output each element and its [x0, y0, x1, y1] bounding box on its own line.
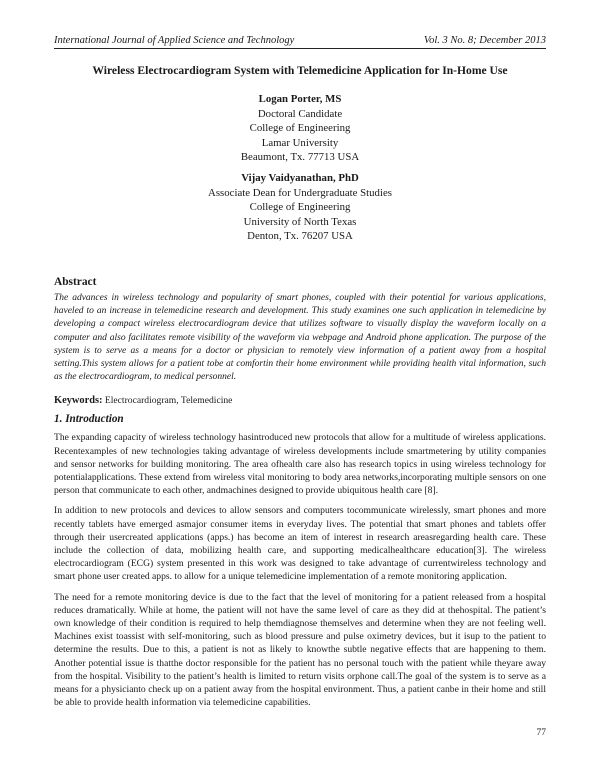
author-name: Logan Porter, MS — [258, 93, 342, 105]
author-affiliation: Doctoral Candidate — [257, 107, 343, 120]
author-name: Vijay Vaidyanathan, PhD — [241, 171, 359, 184]
author-affiliation: Beaumont, Tx. 77713 USA — [240, 151, 360, 164]
author-block-1 — [54, 92, 546, 165]
keywords-value: Electrocardiogram, Telemedicine — [104, 395, 233, 407]
body-paragraph: The need for a remote monitoring device is due to the fact that the level of monitoring for a patient released from a hospital reduces dramatically. While at home, the patient will not have the same level of care as they did at thehospital. The patient’s own knowledge of their condition is required to help themdiagnose themselves and determine when they are not feeling well. Machines exist toassist with self-monitoring, such as blood pressure and pulse oximetry devices, but it isup to the patient to determine the results. Due to this, a patient is not as likely to knowthe subtle negative effects that are happening to them. Another potential issue is thatthe doctor responsible for the patient has no personal touch with the patient while theyare away from the hospital. Visibility to the patient’s health is limited to return visits orphone call.The goal of the system is to serve as a means for a physicianto check up on a patient away from the hospital environment. Thus, a patient canbe in their home and still be able to provide health information via telemedicine capabilities. — [54, 591, 546, 709]
author-affiliation: Lamar University — [261, 136, 339, 149]
body-paragraph: The expanding capacity of wireless technology hasintroduced new protocols that allow for a multitude of wireless applications. Recentexamples of new technologies taking advantage of wireless developments include smartmetering by utility companies and sensor networks for building monitoring. The area ofhealth care also has research topics in using wireless technology for potentialapplications. These extend from wireless vital monitoring to body area networks,incorporating multiple sensors on one person that communicate to each other, andmachines designed to provide ubiquitous health care [8]. — [54, 432, 546, 497]
keywords-line — [54, 394, 546, 407]
abstract-heading: Abstract — [54, 275, 97, 288]
author-block-2 — [54, 171, 546, 244]
body-paragraph: In addition to new protocols and devices to allow sensors and computers tocommunicate wirelessly, smart phones and more recently tablets have emerged asmajor consumer items in everyday lives. The potential that smart phones and tablets offer through their usercreated applications (apps.) has become an item of interest in research areasregarding health care. These include the collection of data, mobilizing health care, and supporting medicalhealthcare education[3]. The wireless electrocardiogram (ECG) system presented in this work was designed to take advantage of currentwireless technology and smart phone user created apps. to allow for a unique telemedicine implementation of a remote monitoring application. — [54, 505, 546, 583]
abstract-text: The advances in wireless technology and popularity of smart phones, coupled with their potential for various applications, haveled to an increase in telemedicine research and development. This study examines one such application in telemedicine by developing a compact wireless electrocardiogram device that utilizes software to visually display the waveform locally on a computer and also facilitates remote visibility of the waveform via webpage and Android phone application. The purpose of the system is to serve as a means for a doctor or physician to remotely view information of a patient away from a hospital setting.This system allows for a patient tobe at comfortin their home environment while providing health vital information, such as the electrocardiogram, to medical personnel. — [54, 292, 546, 383]
paper-page — [54, 34, 546, 716]
author-affiliation: College of Engineering — [249, 122, 351, 135]
author-affiliation: University of North Texas — [243, 215, 357, 228]
section-heading: 1. Introduction — [54, 413, 124, 426]
header-rule — [54, 48, 546, 49]
running-header — [54, 34, 546, 47]
keywords-label: Keywords: — [54, 395, 103, 407]
author-affiliation: Associate Dean for Undergraduate Studies — [208, 186, 392, 199]
journal-name: International Journal of Applied Science and Technology — [54, 35, 295, 46]
paper-title: Wireless Electrocardiogram System with Telemedicine Application for In-Home Use — [92, 64, 508, 77]
page-number: 77 — [536, 728, 546, 738]
volume-info: Vol. 3 No. 8; December 2013 — [423, 35, 546, 46]
author-affiliation: College of Engineering — [249, 201, 351, 214]
author-affiliation: Denton, Tx. 76207 USA — [247, 230, 353, 243]
